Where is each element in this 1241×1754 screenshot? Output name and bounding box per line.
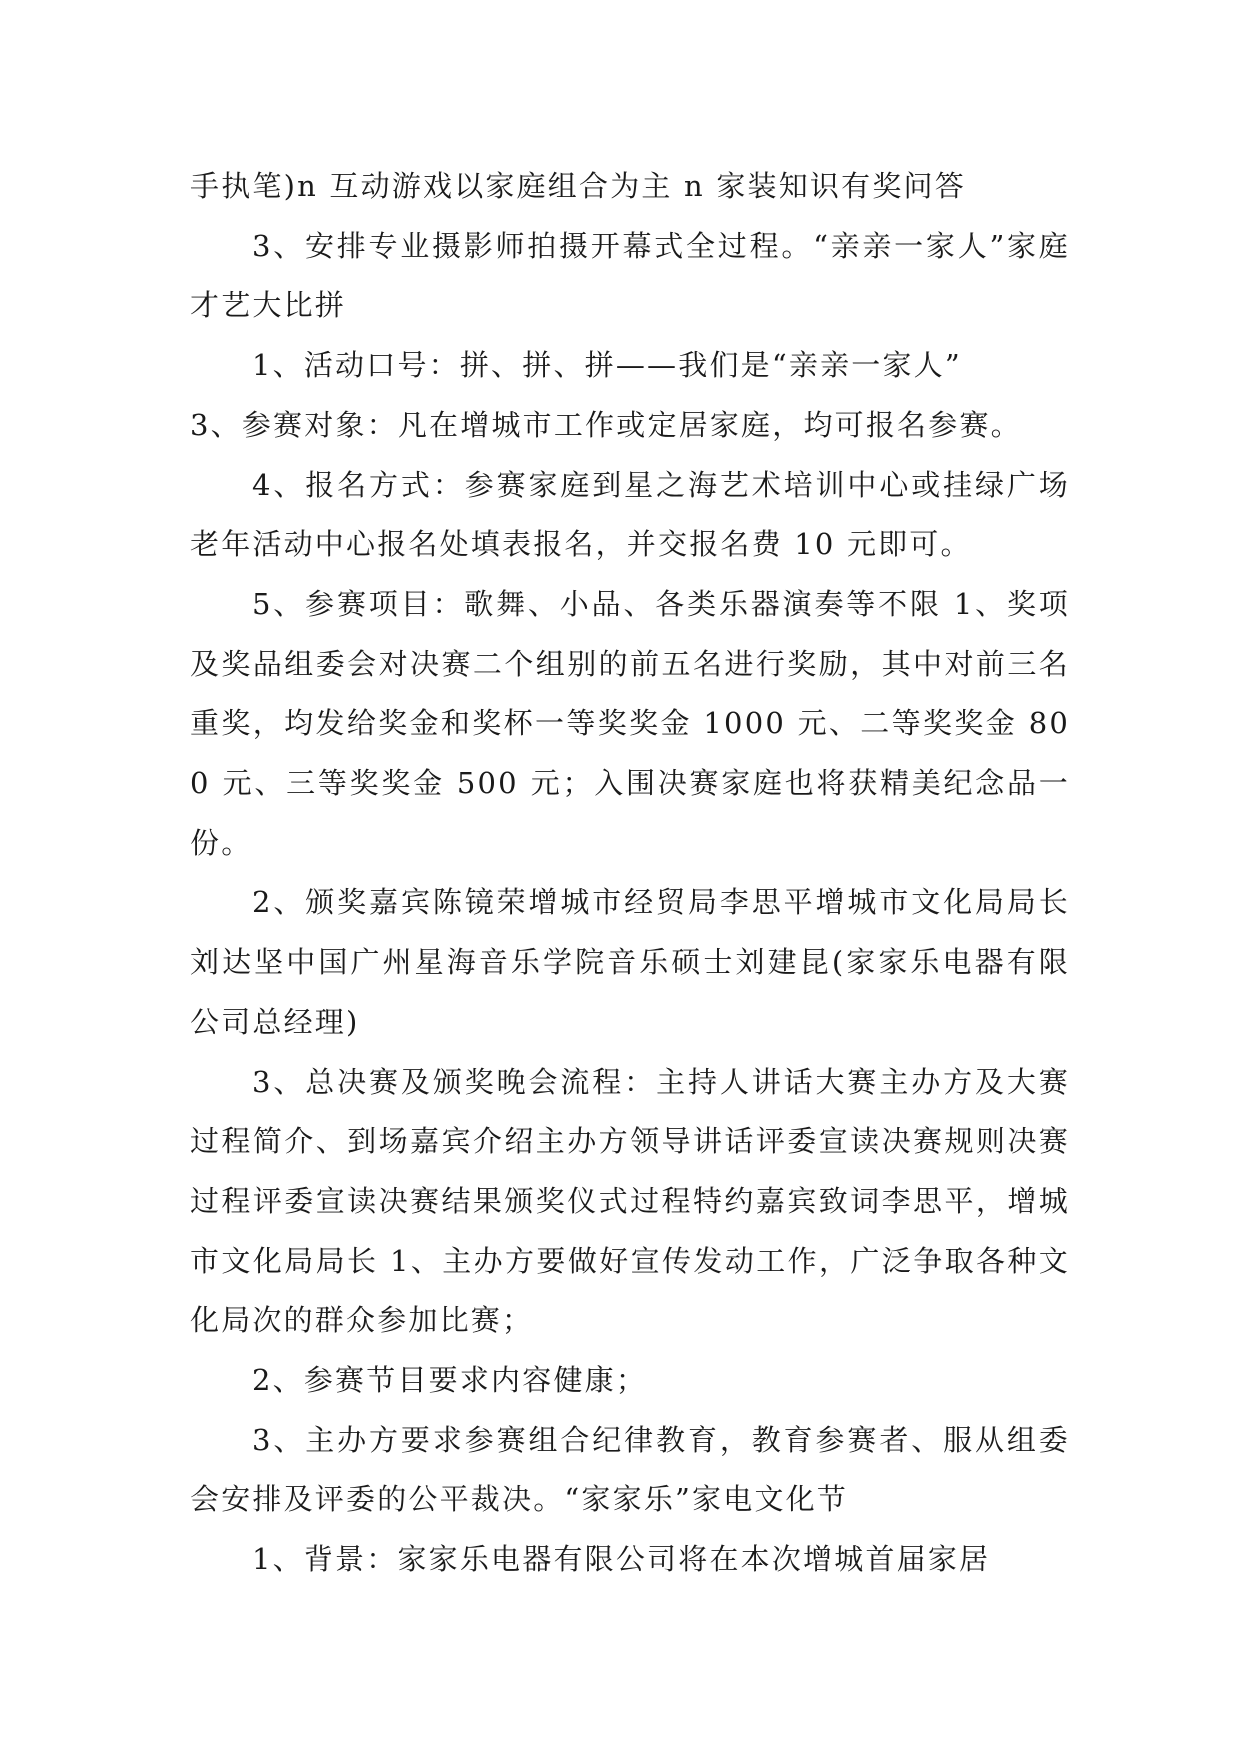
paragraph: 3、参赛对象：凡在增城市工作或定居家庭，均可报名参赛。 xyxy=(190,407,1022,442)
paragraph: 5、参赛项目：歌舞、小品、各类乐器演奏等不限 1、奖项及奖品组委会对决赛二个组别的前五名进行奖励，其中对前三名重奖，均发给奖金和奖杯一等奖奖金 1000 元、二等奖奖金 800 元、三等奖奖金 500 元；入围决赛家庭也将获精美纪念品一份。 xyxy=(190,586,1070,860)
paragraph: 1、活动口号：拼、拼、拼——我们是“亲亲一家人” xyxy=(252,348,962,383)
paragraph: 4、报名方式：参赛家庭到星之海艺术培训中心或挂绿广场老年活动中心报名处填表报名，并交报名费 10 元即可。 xyxy=(190,467,1070,562)
paragraph: 3、安排专业摄影师拍摄开幕式全过程。“亲亲一家人”家庭才艺大比拼 xyxy=(190,228,1070,323)
paragraph: 3、主办方要求参赛组合纪律教育，教育参赛者、服从组委会安排及评委的公平裁决。“家家乐”家电文化节 xyxy=(190,1422,1070,1517)
paragraph: 3、总决赛及颁奖晚会流程：主持人讲话大赛主办方及大赛过程简介、到场嘉宾介绍主办方领导讲话评委宣读决赛规则决赛过程评委宣读决赛结果颁奖仪式过程特约嘉宾致词李思平，增城市文化局局长 1、主办方要做好宣传发动工作，广泛争取各种文化局次的群众参加比赛； xyxy=(190,1064,1070,1338)
paragraph: 2、参赛节目要求内容健康； xyxy=(252,1363,648,1398)
paragraph: 2、颁奖嘉宾陈镜荣增城市经贸局李思平增城市文化局局长刘达坚中国广州星海音乐学院音乐硕士刘建昆(家家乐电器有限公司总经理) xyxy=(190,885,1070,1039)
paragraph: 1、背景：家家乐电器有限公司将在本次增城首届家居 xyxy=(252,1542,991,1577)
paragraph: 手执笔)n 互动游戏以家庭组合为主 n 家装知识有奖问答 xyxy=(190,169,966,203)
document-body xyxy=(190,157,1070,1590)
